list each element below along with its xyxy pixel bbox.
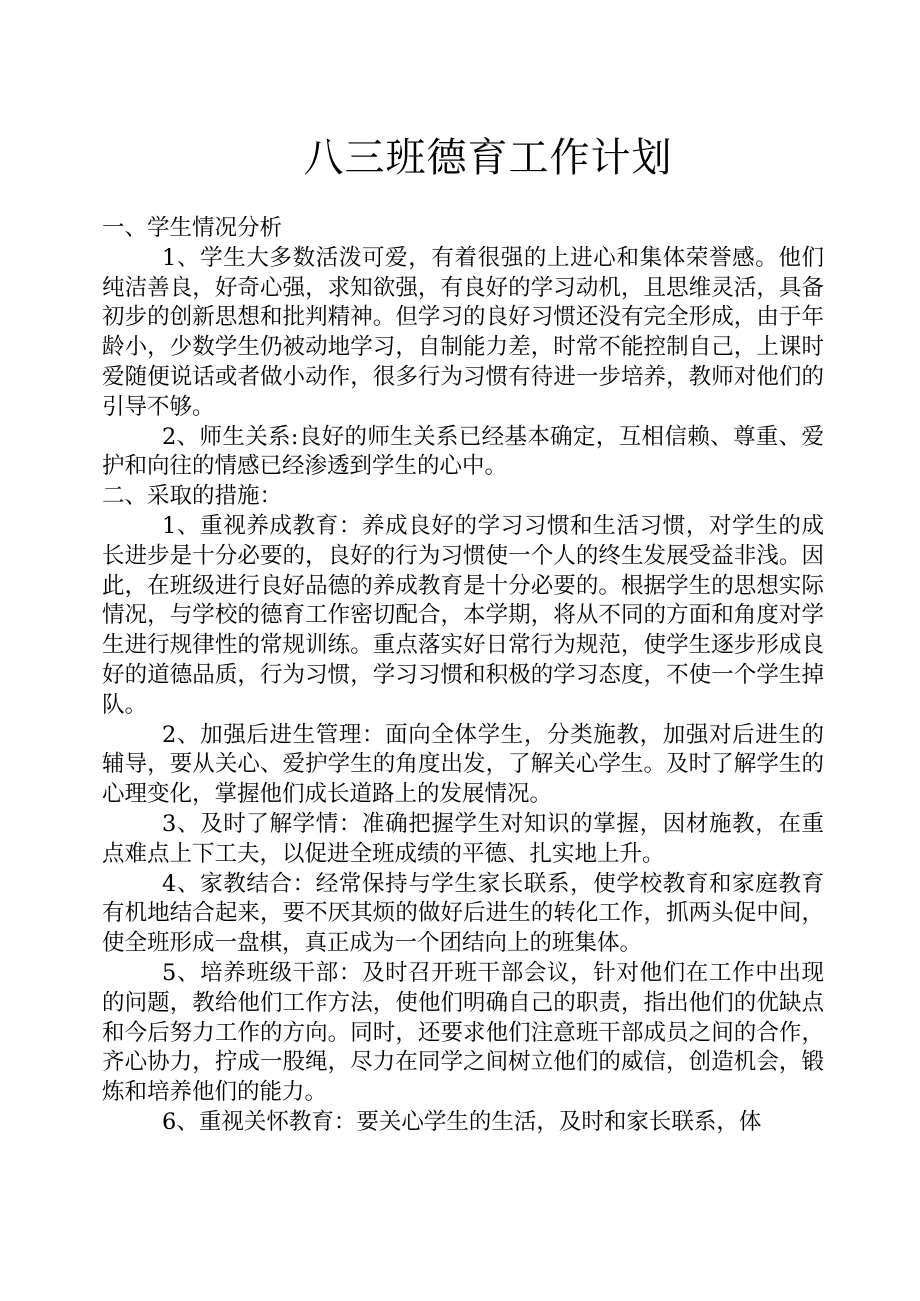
section-heading: 一、学生情况分析 (102, 215, 283, 241)
paragraph: 1、学生大多数活泼可爱，有着很强的上进心和集体荣誉感。他们纯洁善良，好奇心强，求知欲强，有良好的学习动机，且思维灵活，具备初步的创新思想和批判精神。但学习的良好习惯还没有完全形成，由于年龄小，少数学生仍被动地学习，自制能力差，时常不能控制自己，上课时爱随便说话或者做小动作，很多行为习惯有待进一步培养，教师对他们的引导不够。 (102, 244, 824, 420)
paragraph: 1、重视养成教育：养成良好的学习习惯和生活习惯，对学生的成长进步是十分必要的，良好的行为习惯使一个人的终生发展受益非浅。因此，在班级进行良好品德的养成教育是十分必要的。根据学生的思想实际情况，与学校的德育工作密切配合，本学期，将从不同的方面和角度对学生进行规律性的常规训练。重点落实好日常行为规范，使学生逐步形成良好的道德品质，行为习惯，学习习惯和积极的学习态度，不使一个学生掉队。 (102, 512, 824, 718)
paragraph: 2、加强后进生管理：面向全体学生，分类施教，加强对后进生的辅导，要从关心、爱护学生的角度出发，了解关心学生。及时了解学生的心理变化，掌握他们成长道路上的发展情况。 (102, 721, 824, 808)
paragraph: 4、家教结合：经常保持与学生家长联系，使学校教育和家庭教育有机地结合起来，要不厌其烦的做好后进生的转化工作，抓两头促中间，使全班形成一盘棋，真正成为一个团结向上的班集体。 (102, 870, 824, 957)
paragraph: 5、培养班级干部：及时召开班干部会议，针对他们在工作中出现的问题，教给他们工作方法，使他们明确自己的职责，指出他们的优缺点和今后努力工作的方向。同时，还要求他们注意班干部成员之间的合作，齐心协力，拧成一股绳，尽力在同学之间树立他们的威信，创造机会，锻炼和培养他们的能力。 (102, 959, 824, 1106)
paragraph: 3、及时了解学情：准确把握学生对知识的掌握，因材施教，在重点难点上下工夫，以促进全班成绩的平德、扎实地上升。 (102, 810, 824, 867)
paragraph: 6、重视关怀教育：要关心学生的生活，及时和家长联系，体 (162, 1108, 762, 1135)
section-heading: 二、采取的措施： (102, 483, 283, 510)
paragraph: 2、师生关系:良好的师生关系已经基本确定，互相信赖、尊重、爱护和向往的情感已经渗透到学生的心中。 (102, 423, 824, 480)
document-body (102, 214, 824, 1138)
document-title: 八三班德育工作计划 (303, 135, 673, 181)
